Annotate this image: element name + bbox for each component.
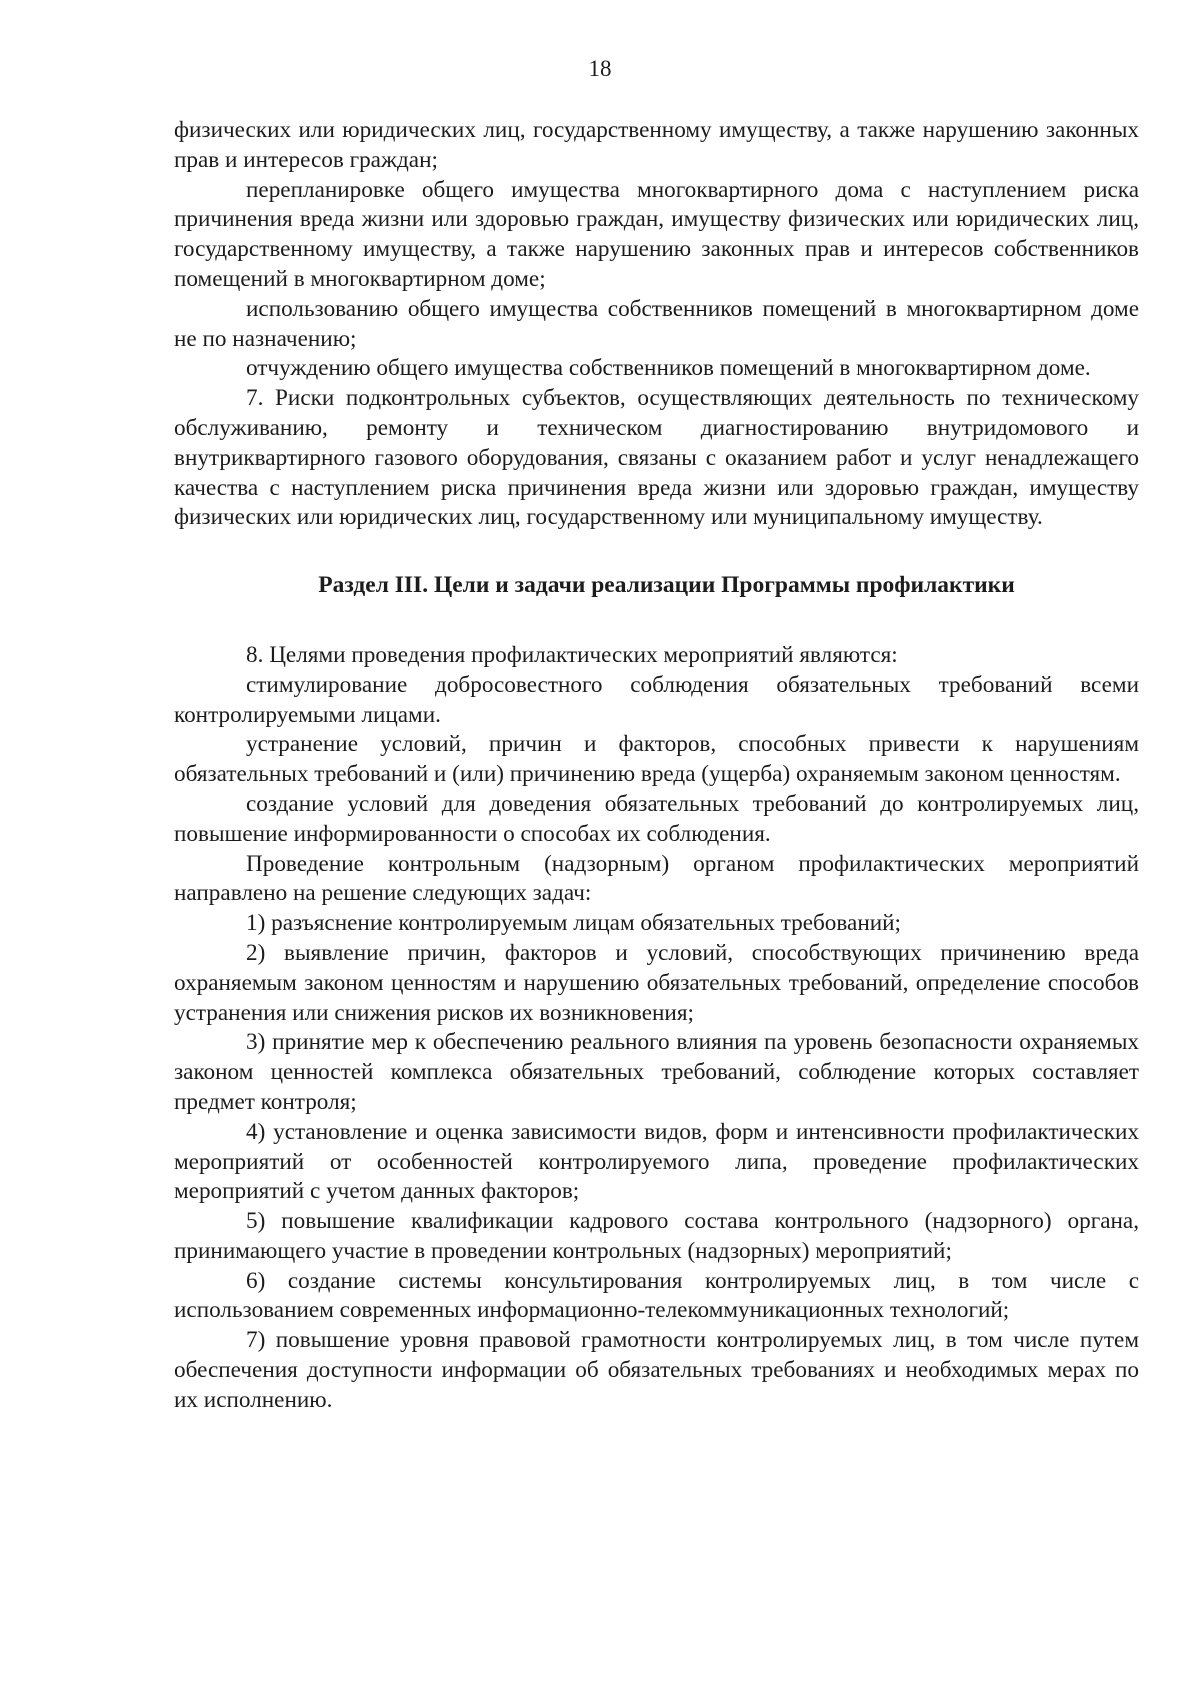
list-item: 2) выявление причин, факторов и условий, способствующих причинению вреда охраняемым законом ценностям и нарушению обязательных требований, определение способов устранения или снижения рисков их возникновения; — [174, 939, 1139, 1026]
paragraph: Проведение контрольным (надзорным) органом профилактических мероприятий направлено на решение следующих задач: — [174, 850, 1139, 907]
paragraph: устранение условий, причин и факторов, способных привести к нарушениям обязательных требований и (или) причинению вреда (ущерба) охраняемым законом ценностям. — [174, 731, 1139, 788]
list-item: 1) разъяснение контролируемым лицам обязательных требований; — [246, 910, 901, 937]
list-item: 3) принятие мер к обеспечению реального влияния па уровень безопасности охраняемых законом ценностей комплекса обязательных требований, соблюдение которых составляет предмет контроля; — [174, 1029, 1139, 1115]
paragraph: 7. Риски подконтрольных субъектов, осуществляющих деятельность по техническому обслуживанию, ремонту и техническом диагностированию внутридомового и внутриквартирного газового оборудования, связаны с оказанием работ и услуг ненадлежащего качества с наступлением риска причинения вреда жизни или здоровью граждан, имуществу физических или юридических лиц, государственному или муниципальному имуществу. — [174, 385, 1139, 531]
list-item: 5) повышение квалификации кадрового состава контрольного (надзорного) органа, принимающего участие в проведении контрольных (надзорных) мероприятий; — [174, 1208, 1139, 1264]
document-body — [174, 116, 1139, 1416]
list-item: 7) повышение уровня правовой грамотности контролируемых лиц, в том числе путем обеспечения доступности информации об обязательных требованиях и необходимых мерах по их исполнению. — [174, 1327, 1139, 1413]
paragraph: 8. Целями проведения профилактических мероприятий являются: — [246, 641, 898, 668]
section-heading: Раздел III. Цели и задачи реализации Программы профилактики — [318, 572, 1015, 599]
list-item: 4) установление и оценка зависимости видов, форм и интенсивности профилактических мероприятий от особенностей контролируемого липа, проведение профилактических мероприятий с учетом данных факторов; — [174, 1118, 1139, 1205]
paragraph: перепланировке общего имущества многоквартирного дома с наступлением риска причинения вреда жизни или здоровью граждан, имуществу физических или юридических лиц, государственному имуществу, а также нарушению законных прав и интересов собственников помещений в многоквартирном доме; — [174, 176, 1139, 292]
paragraph: отчуждению общего имущества собственников помещений в многоквартирном доме. — [246, 355, 1091, 382]
paragraph: создание условий для доведения обязательных требований до контролируемых лиц, повышение информированности о способах их соблюдения. — [174, 790, 1139, 847]
paragraph: физических или юридических лиц, государственному имуществу, а также нарушению законных прав и интересов граждан; — [174, 117, 1139, 173]
list-item: 6) создание системы консультирования контролируемых лиц, в том числе с использованием современных информационно-телекоммуникационных технологий; — [174, 1267, 1139, 1324]
page-number: 18 — [588, 56, 612, 81]
paragraph: стимулирование добросовестного соблюдения обязательных требований всеми контролируемыми лицами. — [174, 671, 1139, 728]
paragraph: использованию общего имущества собственников помещений в многоквартирном доме не по назначению; — [174, 295, 1139, 352]
